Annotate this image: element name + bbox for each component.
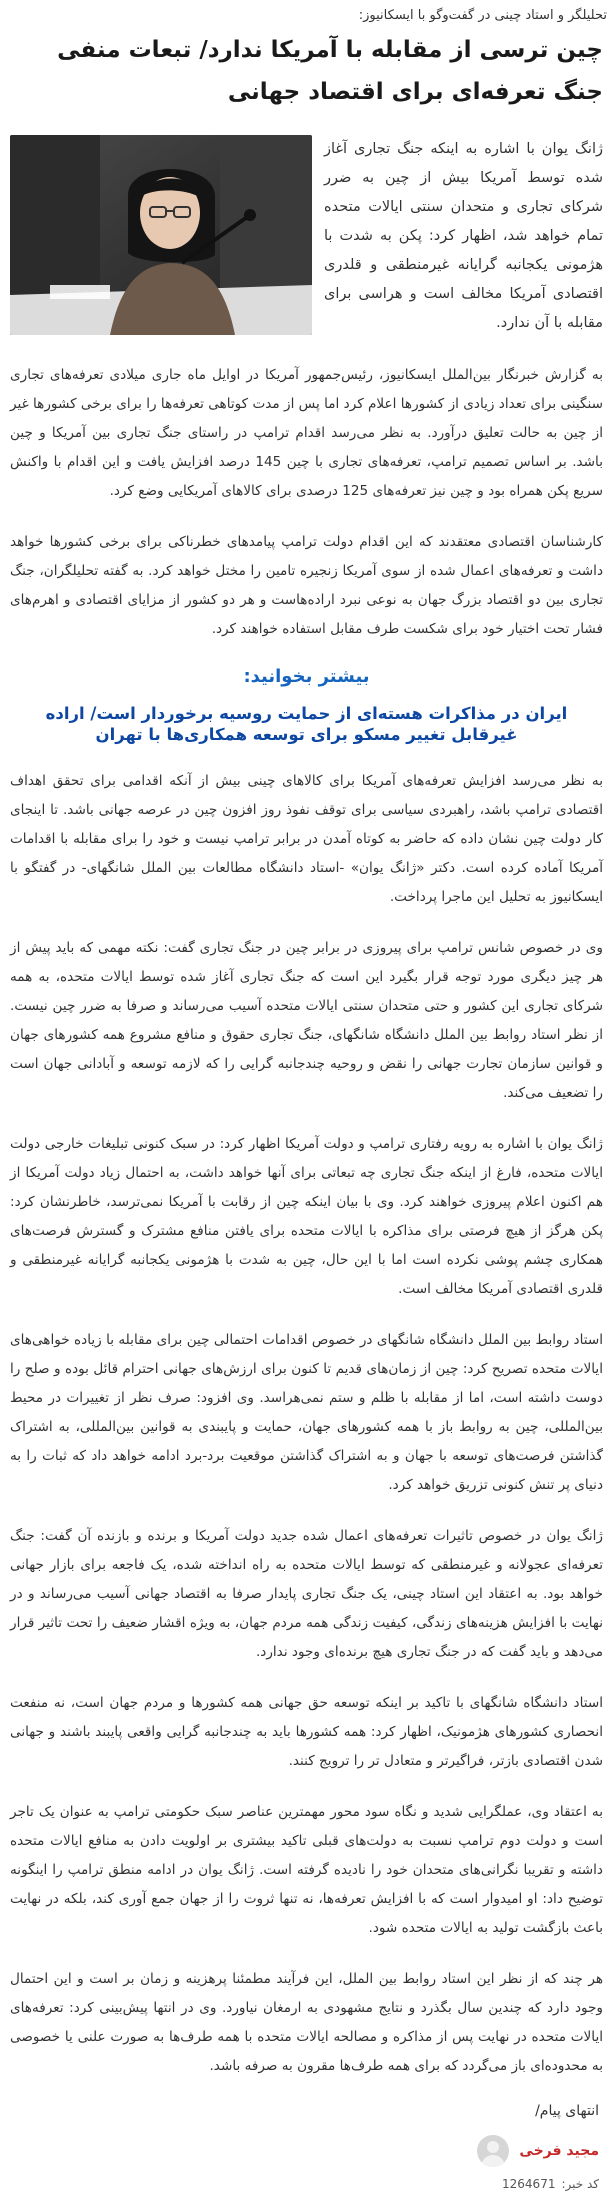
body-paragraph: استاد روابط بین الملل دانشگاه شانگهای در خصوص اقدامات احتمالی چین برای مقابله با زیاده خواهی‌های ایالات متحده تصریح کرد: چین از زمان‌های قدیم تا کنون برای ارزش‌های جهانی احترام قائل بوده و صلح را دوست داشته است، اما از مقابله با ظلم و ستم نمی‌هراسد. وی افزود: صرف نظر از تغییرات در محیط بین‌المللی، چین به روابط باز با همه کشورهای جهان، حمایت و پایبندی به قوانین بین‌المللی، به اشتراک گذاشتن فرصت‌های توسعه با جهان و به اشتراک گذاشتن موقعیت برد-برد ادامه خواهد داد که ثبات را به دنیای پر تنش کنونی تزریق خواهد کرد.: [10, 1332, 603, 1493]
page-title: چین ترسی از مقابله با آمریکا ندارد/ تبعات منفی جنگ تعرفه‌ای برای اقتصاد جهانی: [57, 37, 603, 105]
body-paragraph: استاد دانشگاه شانگهای با تاکید بر اینکه توسعه حق جهانی همه کشورها و مردم جهان است، نه منفعت انحصاری کشورهای هژمونیک، اظهار کرد: همه کشورها باید به چندجانبه گرایی واقعی پایبند باشند و جهانی شدن اقتصادی بازتر، فراگیرتر و متعادل تر را ترویج کنند.: [10, 1695, 603, 1769]
news-code: [14, 2177, 599, 2191]
body-paragraph: کارشناسان اقتصادی معتقدند که این اقدام دولت ترامپ پیامدهای خطرناکی برای برخی کشورها خواهد داشت و تعرفه‌های اعمال شده از سوی آمریکا زنجیره تامین را مختل خواهد کرد. به گفته تحلیلگران، جنگ تجاری بین دو اقتصاد بزرگ جهان به نوعی نبرد اراده‌هاست و هر دو کشور از مزایای اقتصادی و اهرم‌های فشار تحت اختیار خود برای شکست طرف مقابل استفاده خواهند کرد.: [10, 534, 603, 637]
body-paragraph: به گزارش خبرنگار بین‌الملل ایسکانیوز، رئیس‌جمهور آمریکا در اوایل ماه جاری میلادی تعرفه‌های تجاری سنگینی برای تعداد زیادی از کشورها اعلام کرد اما پس از مدت کوتاهی تعرفه‌ها را برای برخی کشورها غیر از چین به حالت تعلیق درآورد. به نظر می‌رسد اقدام ترامپ در راستای جنگ تجاری بین آمریکا و چین باشد. بر اساس تصمیم ترامپ، تعرفه‌های تجاری با چین 145 درصد افزایش یافت و این اقدام با واکنش سریع پکن همراه بود و چین نیز تعرفه‌های 125 درصدی برای کالاهای آمریکایی وضع کرد.: [10, 367, 603, 499]
lead-photo: [10, 135, 312, 335]
read-more-link[interactable]: ایران در مذاکرات هسته‌ای از حمایت روسیه برخوردار است/ اراده غیرقابل تغییر مسکو برای توسعه همکاری‌ها با تهران: [45, 704, 568, 744]
body-paragraph: وی در خصوص شانس ترامپ برای پیروزی در برابر چین در جنگ تجاری گفت: نکته مهمی که باید پیش از هر چیز دیگری مورد توجه قرار بگیرد این است که جنگ تجاری آغاز شده توسط ایالات متحده، به همه شرکای تجاری این کشور و حتی متحدان سنتی ایالات متحده آسیب می‌رساند و صرفا به ضرر چین نیست. از نظر استاد روابط بین الملل دانشگاه شانگهای، جنگ تجاری حقوق و منافع مشروع همه کشورهای جهان و قوانین سازمان تجارت جهانی را نقض و روحیه چندجانبه گرایی را که لازمه توسعه و آبادانی جهان است را تضعیف می‌کند.: [10, 940, 603, 1101]
author-block[interactable]: [14, 2135, 599, 2167]
news-code-label: کد خبر:: [561, 2177, 599, 2191]
read-more-label: بیشتر بخوانید:: [243, 666, 370, 687]
user-avatar-icon[interactable]: [477, 2135, 509, 2167]
author-name[interactable]: مجید فرخی: [519, 2143, 599, 2159]
body-paragraph: هر چند که از نظر این استاد روابط بین الملل، این فرآیند مطمئنا پرهزینه و زمان بر است و این احتمال وجود دارد که چندین سال بگذرد و نتایج مشهودی به ارمغان نیاورد. وی در انتها پیش‌بینی کرد: تعرفه‌های ایالات متحده در نهایت پس از مذاکره و مصالحه ایالات متحده با همه طرف‌ها به صورت علنی یا خصوصی به محدوده‌ای باز می‌گردد که برای همه طرف‌ها مقرون به صرفه باشد.: [10, 1971, 603, 2074]
lead-paragraph: ژانگ یوان با اشاره به اینکه جنگ تجاری آغاز شده توسط آمریکا بیش از چین به ضرر شرکای تجاری و متحدان سنتی ایالات متحده تمام خواهد شد، اظهار کرد: پکن به شدت با هژمونی یکجانبه گرایانه غیرمنطقی و قلدری اقتصادی آمریکا مخالف است و هراسی برای مقابله با آن ندارد.: [324, 141, 603, 331]
end-of-message: انتهای پیام/: [535, 2103, 599, 2119]
body-paragraph: ژانگ یوان با اشاره به رویه رفتاری ترامپ و دولت آمریکا اظهار کرد: در سبک کنونی تبلیغات خارجی دولت ایالات متحده، فارغ از اینکه جنگ تجاری چه تبعاتی برای آنها خواهد داشت، به احتمال زیاد دولت آمریکا از هم اکنون اعلام پیروزی خواهند کرد. وی با بیان اینکه چین از رقابت با آمریکا نمی‌ترسد، خاطرنشان کرد: پکن هرگز از هیچ فرصتی برای مذاکره با ایالات متحده برای یافتن منافع مشترک و گسترش فرصت‌های همکاری چشم پوشی نکرده است اما با این حال، چین به شدت با هژمونی یکجانبه گرایانه غیرمنطقی و قلدری اقتصادی آمریکا مخالف است.: [10, 1136, 603, 1297]
body-paragraph: ژانگ یوان در خصوص تاثیرات تعرفه‌های اعمال شده جدید دولت آمریکا و برنده و بازنده آن گفت: جنگ تعرفه‌ای عجولانه و غیرمنطقی که توسط ایالات متحده به راه انداخته شده، یک فاجعه برای بازار جهانی خواهد بود. به اعتقاد این استاد چینی، یک جنگ تجاری پایدار صرفا به اقتصاد جهانی آسیب می‌رساند و در نهایت با افزایش هزینه‌های زندگی، کیفیت زندگی همه مردم جهان، به ویژه اقشار ضعیف را تحت تاثیر قرار می‌دهد و باید گفت که در جنگ تجاری هیچ برنده‌ای وجود ندارد.: [10, 1528, 603, 1660]
body-paragraph: به نظر می‌رسد افزایش تعرفه‌های آمریکا برای کالاهای چینی بیش از آنکه اقدامی برای تحقق اهداف اقتصادی ترامپ باشد، راهبردی سیاسی برای توقف نفوذ روز افزون چین در عرصه جهانی باشد. تا اینجای کار دولت چین نشان داده که حاضر به کوتاه آمدن در برابر ترامپ نیست و خود را برای مقابله با اقدامات آمریکا آماده کرده است. دکتر «ژانگ یوان» -استاد دانشگاه مطالعات بین الملل شانگهای- در گفتگو با ایسکانیوز به تحلیل این ماجرا پرداخت.: [10, 773, 603, 905]
body-paragraph: به اعتقاد وی، عملگرایی شدید و نگاه سود محور مهمترین عناصر سبک حکومتی ترامپ به عنوان یک تاجر است و دولت دوم ترامپ نسبت به دولت‌های قبلی تاکید بیشتری بر اولویت دادن به منافع ایالات متحده داشته و تقریبا نگرانی‌های متحدان خود را نادیده گرفته است. ژانگ یوان در ادامه منطق ترامپ را اینگونه توضیح داد: او امیدوار است که با افزایش تعرفه‌ها، نه تنها ثروت را از جهان جمع آوری کند، بلکه در نهایت باعث بازگشت تولید به ایالات متحده شود.: [10, 1804, 603, 1936]
supertitle: تحلیلگر و استاد چینی در گفت‌وگو با ایسکانیوز:: [358, 8, 607, 23]
news-code-value: 1264671: [502, 2177, 556, 2191]
lead-section: [10, 135, 603, 343]
